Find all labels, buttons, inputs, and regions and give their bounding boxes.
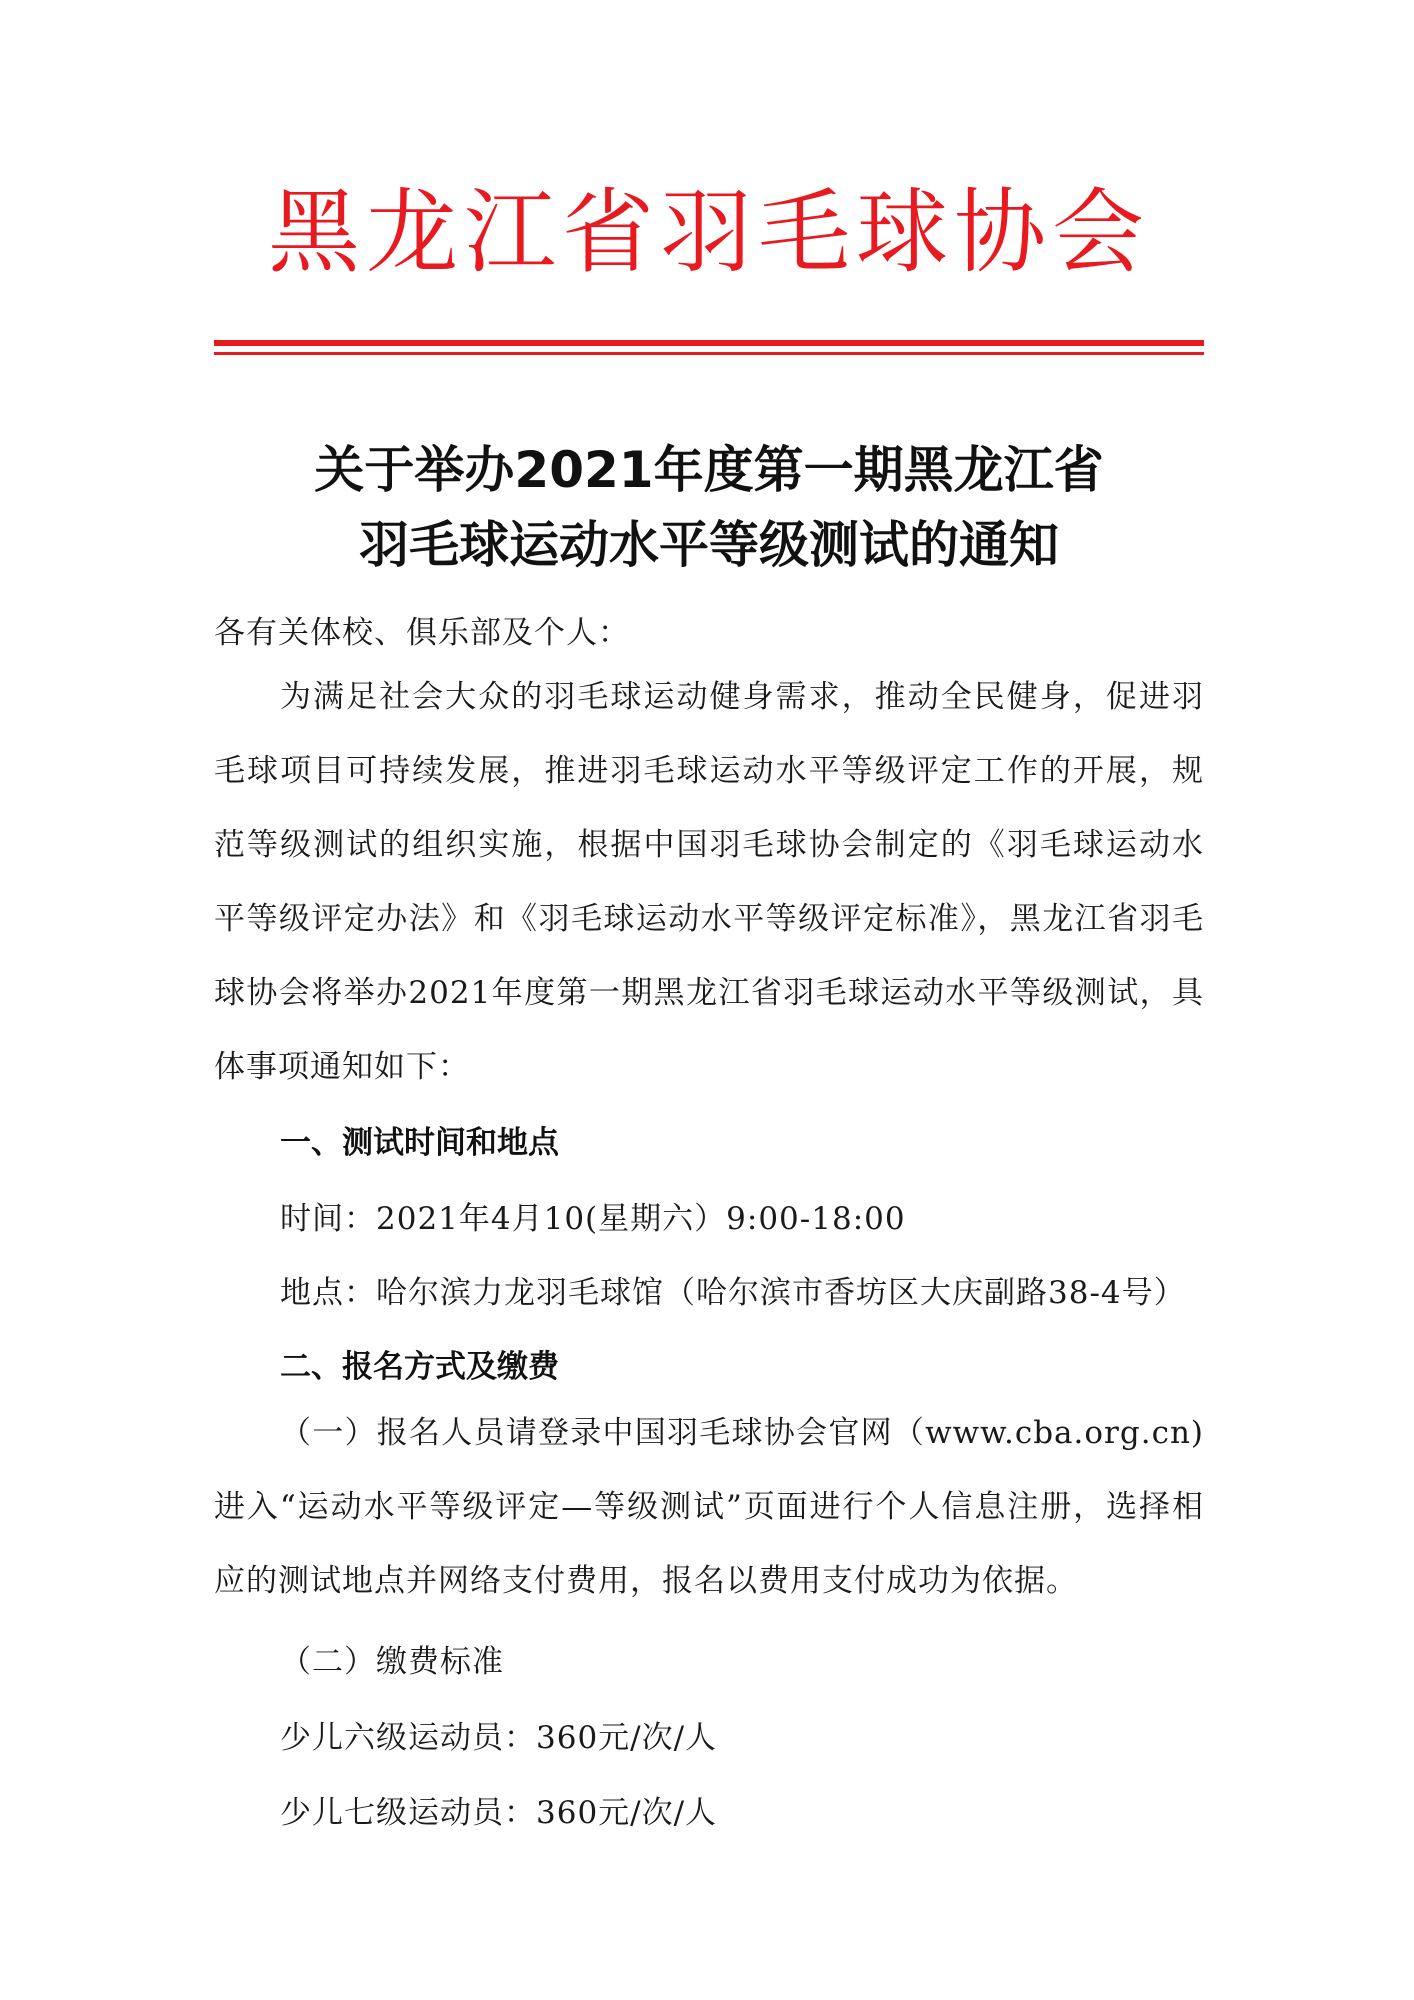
test-place: 地点：哈尔滨力龙羽毛球馆（哈尔滨市香坊区大庆副路38-4号） — [280, 1275, 1186, 1311]
document-title-line1: 关于举办2021年度第一期黑龙江省 — [314, 441, 1104, 499]
masthead-rule-thick — [214, 340, 1204, 346]
section2-heading: 二、报名方式及缴费 — [280, 1349, 559, 1385]
masthead-rule-thin — [214, 352, 1204, 355]
intro-paragraph: 为满足社会大众的羽毛球运动健身需求，推动全民健身，促进羽毛球项目可持续发展，推进羽毛球运动水平等级评定工作的开展，规范等级测试的组织实施，根据中国羽毛球协会制定的《羽毛球运动水平等级评定办法》和《羽毛球运动水平等级评定标准》，黑龙江省羽毛球协会将举办2021年度第一期黑龙江省羽毛球运动水平等级测试，具体事项通知如下： — [214, 679, 1204, 1085]
salutation: 各有关体校、俱乐部及个人： — [214, 615, 630, 651]
section1-heading: 一、测试时间和地点 — [280, 1125, 559, 1161]
fee-standard-heading: （二）缴费标准 — [280, 1644, 504, 1680]
registration-paragraph: （一）报名人员请登录中国羽毛球协会官网（www.cba.org.cn)进入“运动水平等级评定—等级测试”页面进行个人信息注册，选择相应的测试地点并网络支付费用，报名以费用支付成功为依据。 — [214, 1415, 1204, 1599]
fee-item-level7: 少儿七级运动员：360元/次/人 — [280, 1795, 718, 1831]
masthead: 黑龙江省羽毛球协会 — [267, 179, 1150, 286]
test-time: 时间：2021年4月10(星期六）9:00-18:00 — [280, 1201, 906, 1237]
fee-item-level6: 少儿六级运动员：360元/次/人 — [280, 1720, 718, 1756]
document-title-line2: 羽毛球运动水平等级测试的通知 — [359, 516, 1059, 574]
